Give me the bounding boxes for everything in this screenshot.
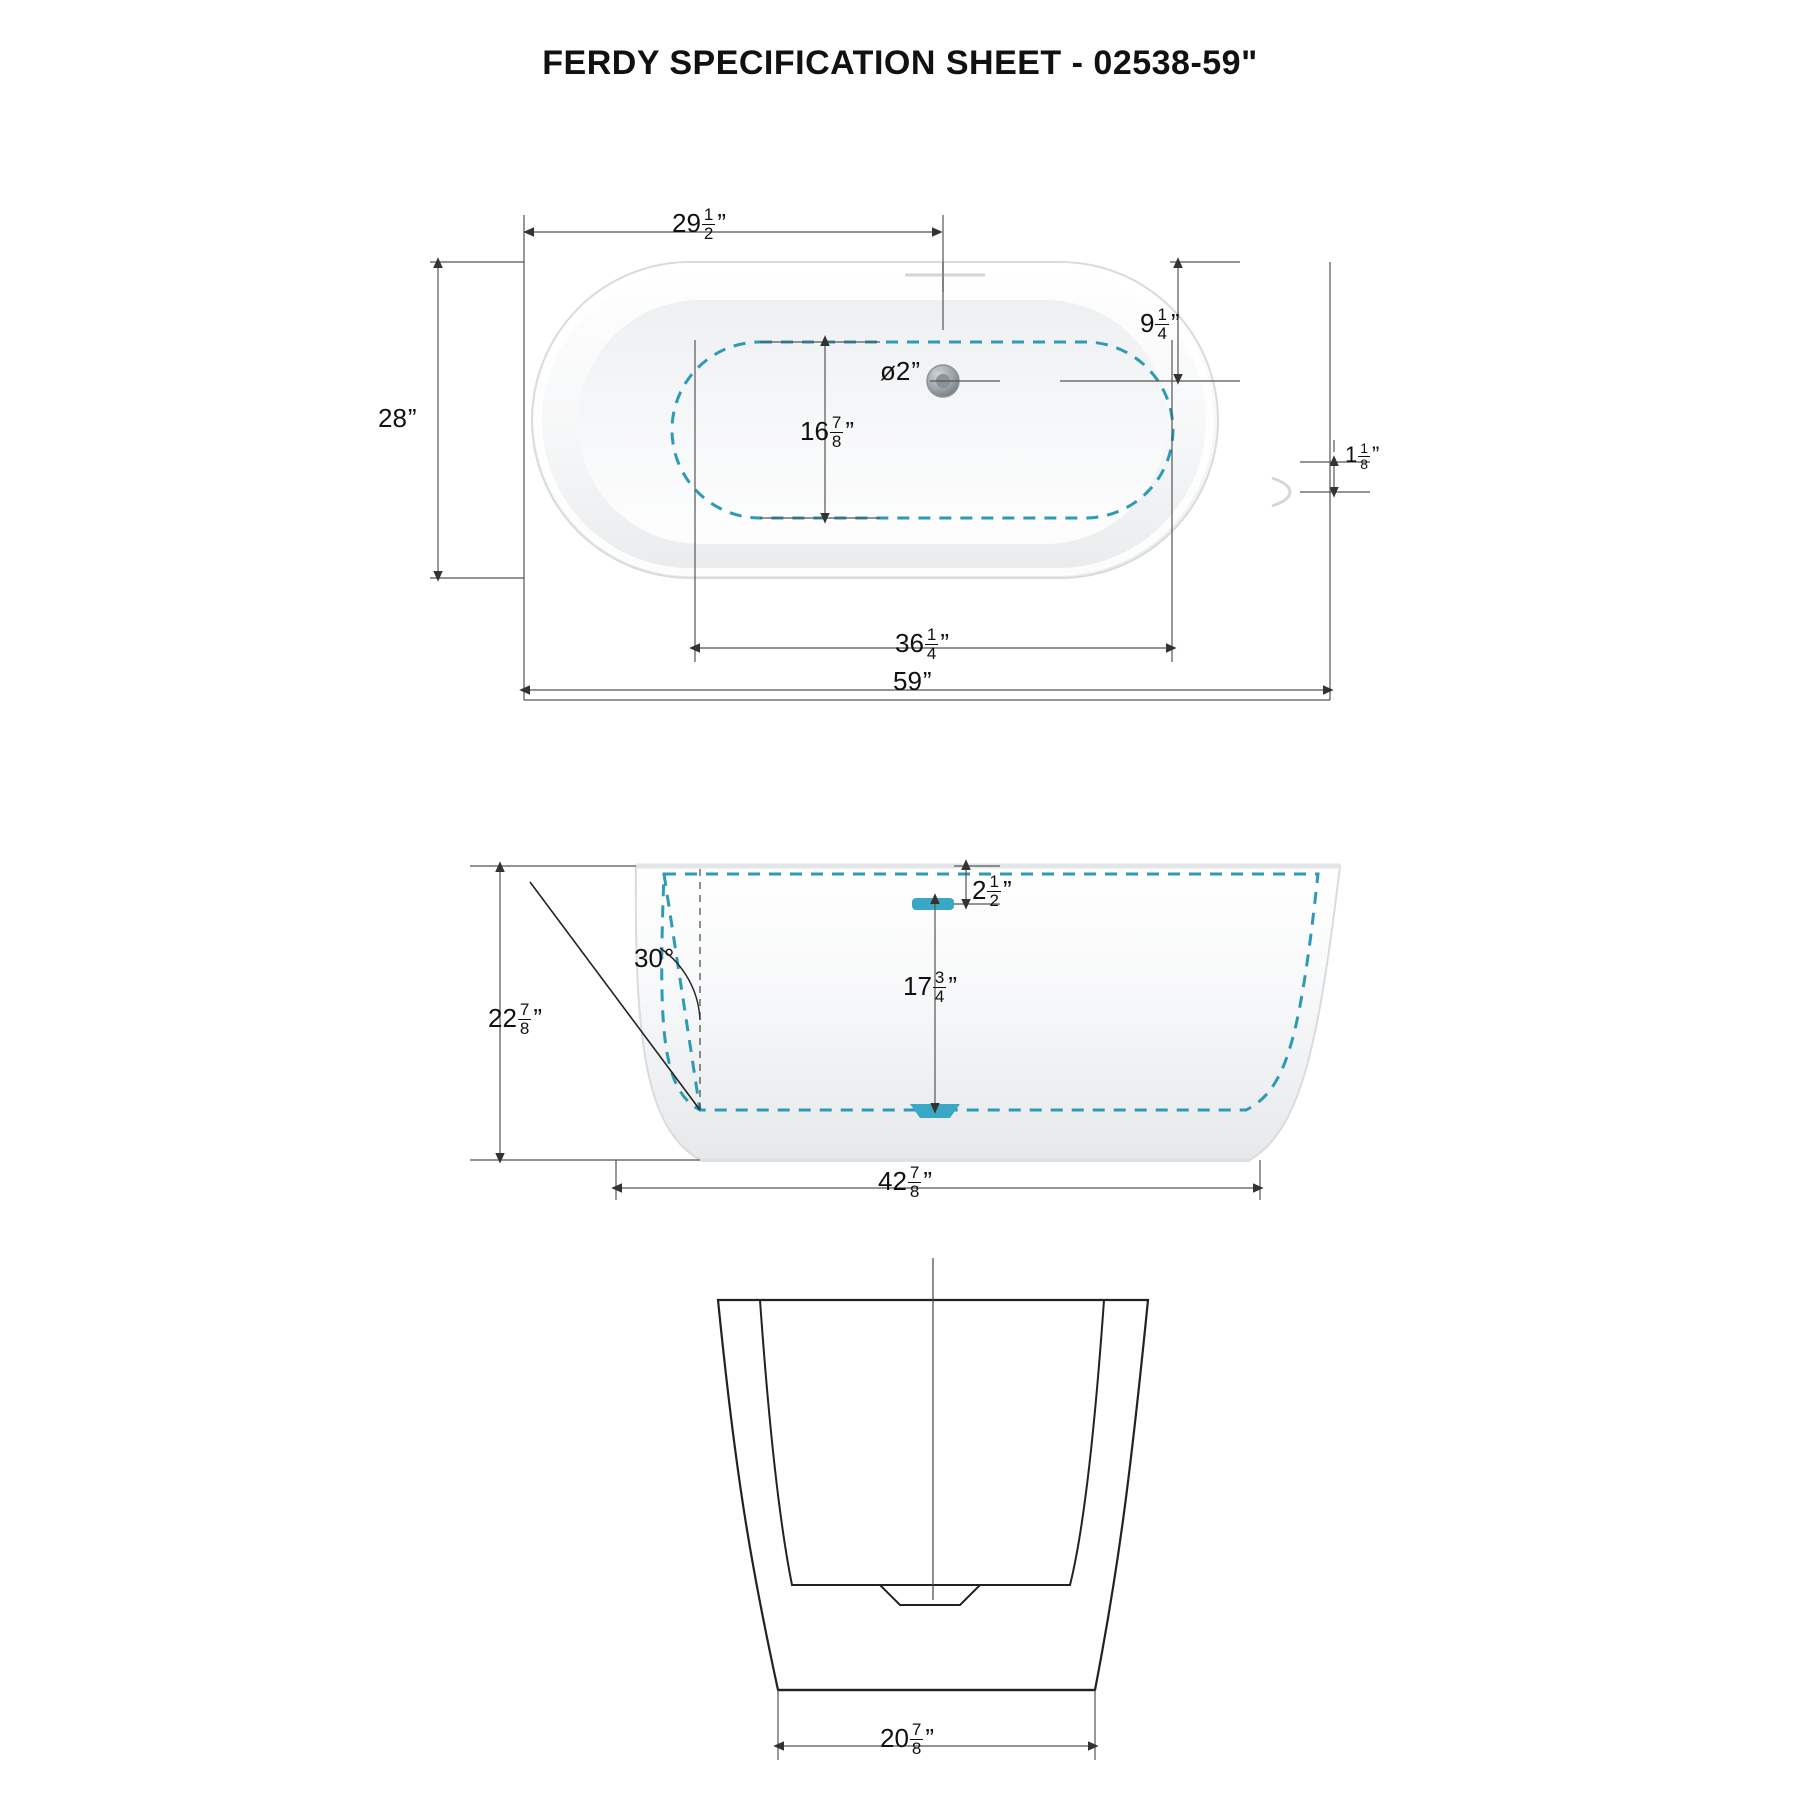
dim-base-width: 20 $\frac{7}{8}$ ” <box>880 1720 935 1758</box>
dim-overflow-height: 2 $\frac{1}{2}$ ” <box>972 872 1012 910</box>
dim-rim-to-drain: 9 $\frac{1}{4}$ ” <box>1140 305 1180 343</box>
dim-drain-diameter: ø2 ” <box>880 356 921 386</box>
dim-top-drain-offset: 29 $\frac{1}{2}$ ” <box>672 205 727 243</box>
dim-interior-length: 36 $\frac{1}{4}$ ” <box>895 625 950 663</box>
dim-interior-width: 16 $\frac{7}{8}$ ” <box>800 413 855 451</box>
dim-backrest-angle: 30 ° <box>634 943 675 973</box>
dim-rim-thickness: 1 $\frac{1}{8}$ ” <box>1345 440 1380 472</box>
dim-water-depth: 17 $\frac{3}{4}$ ” <box>903 968 958 1006</box>
dim-overall-length: 59 ” <box>893 666 932 696</box>
dim-top-width: 28 ” <box>378 403 417 433</box>
end-view-group <box>718 1258 1148 1760</box>
page-title: FERDY SPECIFICATION SHEET - 02538-59" <box>542 44 1258 82</box>
dim-base-length: 42 $\frac{7}{8}$ ” <box>878 1163 933 1201</box>
dim-overall-height: 22 $\frac{7}{8}$ ” <box>488 1000 543 1038</box>
side-view-group <box>470 866 1340 1200</box>
